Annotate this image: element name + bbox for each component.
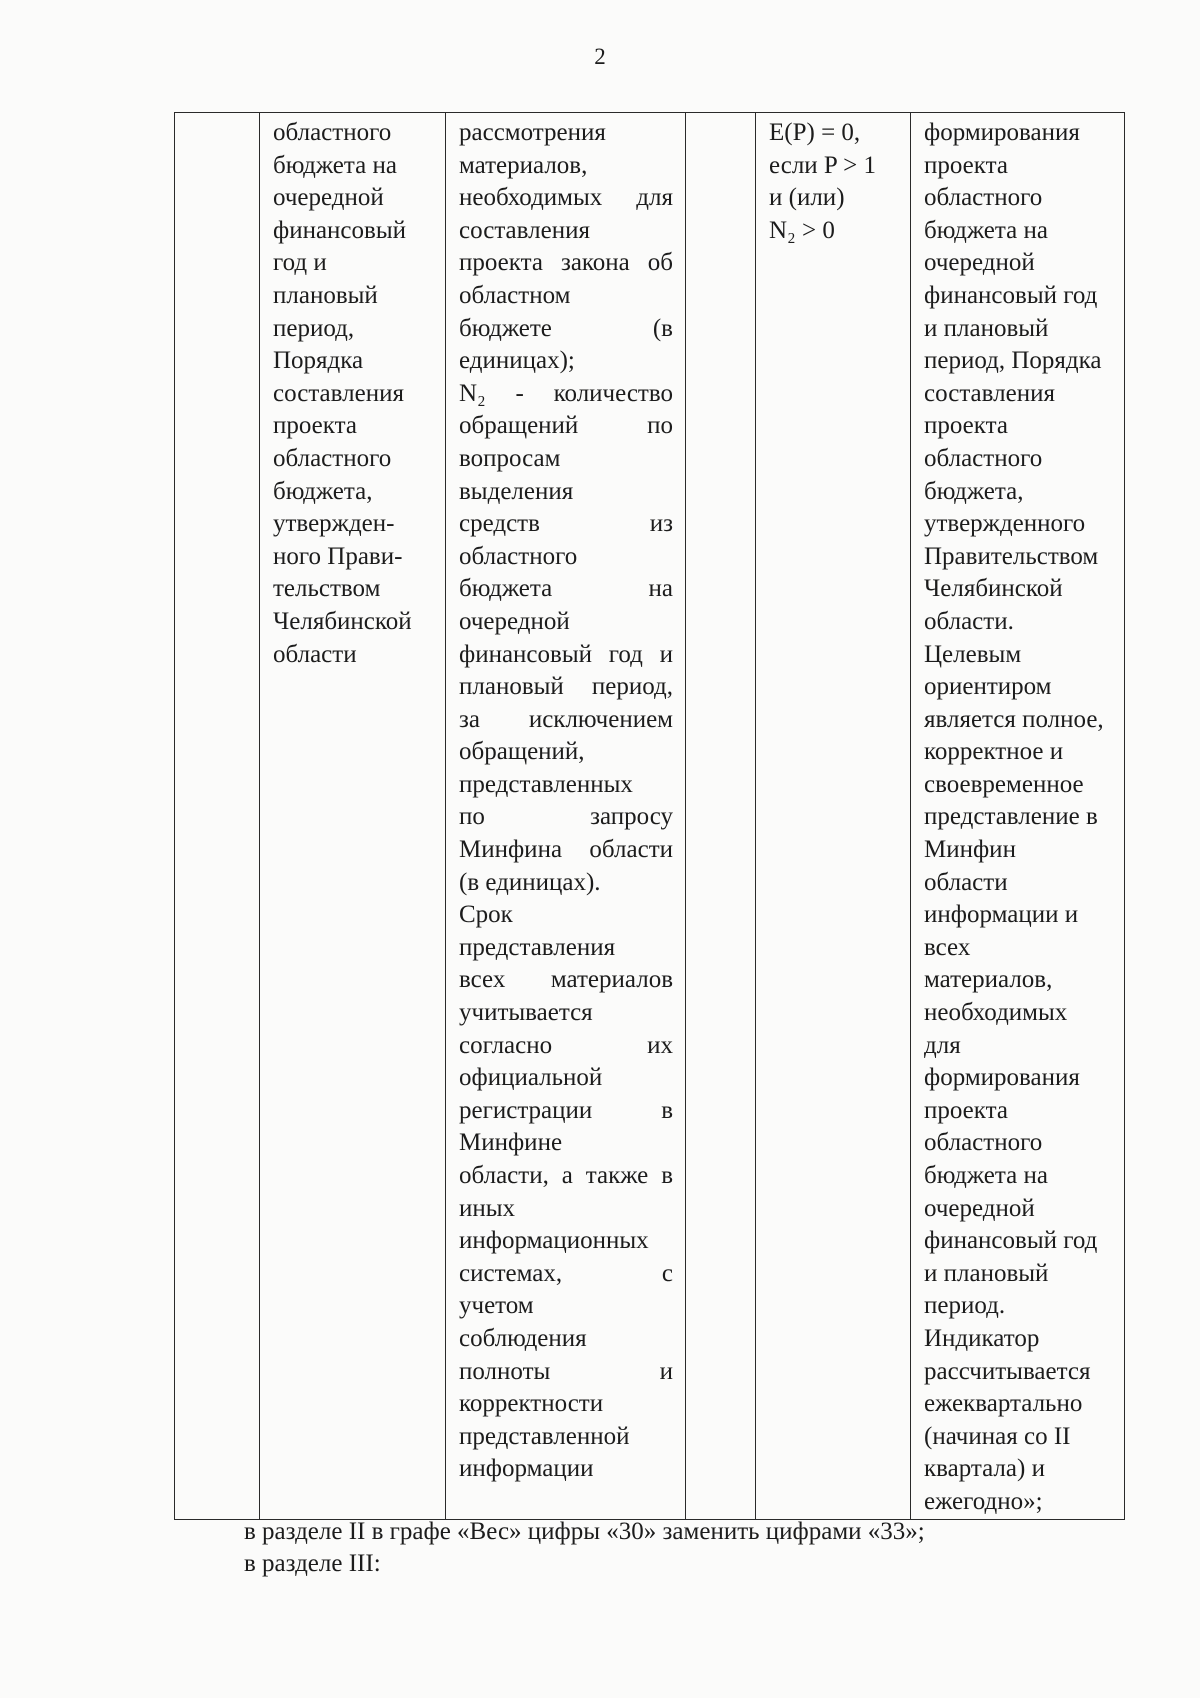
cell-col1-empty xyxy=(175,113,260,1520)
col3-line: корректности xyxy=(459,1390,604,1418)
col3-line: средств из xyxy=(459,510,673,538)
col3-line: иных xyxy=(459,1194,516,1222)
col3-line: выделения xyxy=(459,477,574,505)
col3-line: представленных xyxy=(459,770,633,798)
col3-line: системах, с xyxy=(459,1259,673,1287)
col3-line: областного xyxy=(459,542,578,570)
cell-col2-text: областного бюджета на очередной финансовый год и плановый период, Порядка составления проекта областного бюджета, утвержден- ного Прави- тельством Челябинской области xyxy=(260,113,446,1520)
col3-line: Срок xyxy=(459,901,513,929)
col3-line: официальной xyxy=(459,1064,603,1092)
col3-line: (в единицах). xyxy=(459,868,601,896)
col3-line: обращений по xyxy=(459,412,673,440)
col3-line: полноты и xyxy=(459,1357,673,1385)
col3-line: областном xyxy=(459,281,571,309)
col3-line: за исключением xyxy=(459,705,673,733)
col3-line: плановый период, xyxy=(459,673,673,701)
col3-line: представления xyxy=(459,933,616,961)
col3-line: учитывается xyxy=(459,999,593,1027)
col3-line: материалов, xyxy=(459,151,588,179)
col3-line: обращений, xyxy=(459,738,585,766)
col3-line: области, а также в xyxy=(459,1162,673,1189)
col3-line: всех материалов xyxy=(459,966,673,994)
col3-line: N₂ - количество xyxy=(459,379,673,407)
col3-line: финансовый год и xyxy=(459,640,673,668)
cell-col5-formula: E(P) = 0, если P > 1 и (или) N₂ > 0 xyxy=(756,113,911,1520)
after-table-line-1: в разделе II в графе «Вес» цифры «30» заменить цифрами «33»; xyxy=(244,1518,925,1545)
col3-line: необходимых для xyxy=(459,184,673,212)
col3-line: соблюдения xyxy=(459,1324,587,1352)
document-table xyxy=(174,112,1125,1520)
col3-line: регистрации в xyxy=(459,1096,673,1124)
after-table-line-2: в разделе III: xyxy=(244,1550,381,1577)
col3-line: представленной xyxy=(459,1422,630,1450)
col3-line: по запросу xyxy=(459,803,673,831)
col3-line: согласно их xyxy=(459,1031,673,1059)
col3-line: вопросам xyxy=(459,444,561,472)
cell-col6-text: формирования проекта областного бюджета на очередной финансовый год и плановый период, Порядка составления проекта областного бюджета, утвержденного Правительством Челябинской области. Целевым ориентиром является полное, корректное и своевременное представление в Минфин области информации и всех материалов, необходимых для формирования проекта областного бюджета на очередной финансовый год и плановый период. Индикатор рассчитывается ежеквартально (начиная со II квартала) и ежегодно»; xyxy=(911,113,1125,1520)
page-number: 2 xyxy=(594,44,606,69)
col3-line: информационных xyxy=(459,1227,649,1255)
table-row xyxy=(175,113,1125,1520)
col3-line: очередной xyxy=(459,607,570,635)
col3-line: бюджете (в xyxy=(459,314,673,342)
cell-col3-text xyxy=(446,113,686,1520)
col3-line: рассмотрения xyxy=(459,119,606,146)
col3-line: Минфина области xyxy=(459,836,673,864)
col3-line: бюджета на xyxy=(459,575,673,603)
col3-line: единицах); xyxy=(459,347,575,375)
col3-line: учетом xyxy=(459,1292,534,1320)
col3-line: Минфине xyxy=(459,1129,563,1157)
col3-line: информации xyxy=(459,1455,594,1483)
cell-col4-empty xyxy=(686,113,756,1520)
col3-line: составления xyxy=(459,216,590,244)
col3-line: проекта закона об xyxy=(459,249,673,277)
